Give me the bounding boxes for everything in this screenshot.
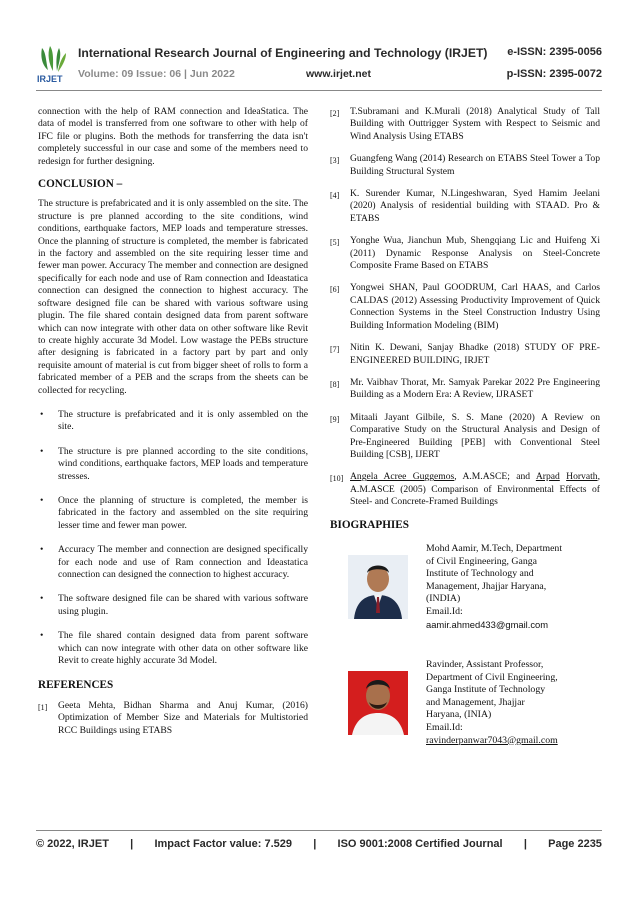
reference-text: Mr. Vaibhav Thorat, Mr. Samyak Parekar 2022 Pre Engineering Building as a Modern Era: A Review, IJRASET [350, 376, 600, 401]
bio-line: Management, Jhajjar Haryana, [426, 580, 547, 592]
references-heading: REFERENCES [38, 679, 114, 692]
email-link[interactable]: aamir.ahmed433@gmail.com [426, 618, 549, 630]
footer-page-number: Page 2235 [548, 838, 602, 850]
reference-text: Mitaali Jayant Gilbile, S. S. Mane (2020) A Review on Comparative Study on the Structural Analysis and Design of Pre-Engineered Building [PEB] with Conventional Steel Building [CSB], IJERT [350, 411, 600, 460]
bullet-text: The structure is pre planned according to the site conditions, wind conditions, earthquake factors, MEP loads and temperature stresses. [58, 445, 308, 482]
p-issn: p-ISSN: 2395-0072 [506, 68, 602, 80]
reference-number: [7] [330, 345, 340, 355]
email-link[interactable]: ravinderpanwar7043@gmail.com [426, 734, 558, 746]
list-item [38, 446, 308, 483]
reference-number: [1] [38, 702, 48, 712]
bio-line: Institute of Technology and [426, 568, 534, 580]
reference-text: Geeta Mehta, Bidhan Sharma and Anuj Kumar, (2016) Optimization of Member Size and Materials for Multistoried RCC Buildings using ETABS [58, 699, 308, 736]
reference-number: [2] [330, 109, 340, 118]
svg-text:IRJET: IRJET [37, 74, 63, 84]
reference-text-part: , A.M.ASCE; and [454, 471, 536, 483]
e-issn: e-ISSN: 2395-0056 [507, 46, 602, 58]
reference-number: [6] [330, 285, 340, 295]
bio-line: and Management, Jhajjar [426, 696, 525, 708]
reference-text [350, 471, 600, 508]
bullet-text: Once the planning of structure is completed, the member is fabricated in the factory and assembled on the site requiring lesser time and fewer man power. [58, 494, 308, 531]
bullet-text: The structure is prefabricated and it is only assembled on the site. [58, 408, 308, 433]
biography-1 [330, 539, 600, 647]
footer-impact-factor: Impact Factor value: 7.529 [154, 838, 292, 850]
list-item [38, 630, 308, 667]
author-link[interactable]: Arpad [535, 471, 560, 483]
bio-line: Ravinder, Assistant Professor, [426, 658, 544, 670]
reference-item [38, 700, 308, 737]
reference-number: [4] [330, 191, 340, 201]
reference-item [330, 412, 600, 462]
reference-item [330, 106, 600, 143]
volume-issue: Volume: 09 Issue: 06 | Jun 2022 [78, 68, 235, 80]
reference-number: [3] [330, 156, 340, 166]
author-photo [348, 555, 408, 619]
author-link[interactable]: Horvath [566, 471, 598, 483]
reference-item [330, 377, 600, 402]
bullet-icon: • [40, 630, 44, 642]
irjet-logo-icon [36, 44, 70, 84]
bio-line: Department of Civil Engineering, [426, 671, 558, 683]
reference-number: [5] [330, 238, 340, 248]
biography-2 [330, 655, 600, 763]
footer-separator: | [523, 838, 527, 850]
list-item [38, 593, 308, 618]
author-photo [348, 671, 408, 735]
reference-item [330, 235, 600, 272]
reference-text: T.Subramani and K.Murali (2018) Analytical Study of Tall Building with Outtrigger System with Respect to Seismic and Wind Analysis Using ETABS [350, 106, 600, 142]
reference-number: [10] [330, 474, 344, 484]
reference-number: [8] [330, 379, 340, 389]
bullet-text: Accuracy The member and connection are designed specifically for each node and use of Ram connection and Ideastatica connection can designed the connection to highest accuracy. [58, 544, 308, 580]
bullet-icon: • [40, 445, 44, 457]
bio-line: Mohd Aamir, M.Tech, Department [426, 542, 563, 554]
reference-item [330, 153, 600, 178]
footer-separator: | [130, 838, 134, 850]
bio-line: Ganga Institute of Technology [426, 684, 546, 696]
bullet-text: The file shared contain designed data from parent software which can now integrate with other data on other software like Revit to create highly accurate 3d Model. [58, 630, 308, 667]
biography-text [426, 543, 602, 631]
reference-text: Yonghe Wua, Jianchun Mub, Shengqiang Lic and Huifeng Xi (2011) Dynamic Response Analysis on Steel-Concrete Composite Frame Based on ETABS [350, 235, 600, 272]
list-item [38, 495, 308, 532]
reference-text: K. Surender Kumar, N.Lingeshwaran, Syed Hamim Jeelani (2020) Analysis of residential building with STAAD. Pro & ETABS [350, 188, 600, 224]
conclusion-bullet-list [38, 409, 308, 668]
right-column [330, 106, 600, 763]
footer-separator: | [313, 838, 317, 850]
bullet-text: The software designed file can be shared with various software using plugin. [58, 593, 308, 617]
biography-text [426, 659, 602, 747]
footer-divider [36, 830, 602, 831]
journal-title: International Research Journal of Engineering and Technology (IRJET) [78, 46, 488, 60]
reference-text: Yongwei SHAN, Paul GOODRUM, Carl HAAS, and Carlos CALDAS (2012) Assessing Productivity Improvement of Quick Connection Systems in the Steel Construction Industry Using Building Information Modeling (BIM) [350, 282, 600, 331]
reference-item [330, 471, 600, 508]
conclusion-heading: CONCLUSION – [38, 178, 123, 191]
website-link[interactable]: www.irjet.net [306, 68, 371, 80]
footer-iso: ISO 9001:2008 Certified Journal [337, 838, 503, 850]
reference-item [330, 282, 600, 332]
bio-line: (INDIA) [426, 593, 461, 605]
bullet-icon: • [40, 494, 44, 506]
reference-item [330, 188, 600, 225]
author-link[interactable]: Angela Acree Guggemos [350, 471, 455, 483]
intro-paragraph: connection with the help of RAM connection and IdeaStatica. The data of model is transferred from one software to other with help of IFC file or plugins. Both the methods for transferring the data isn't completely successful in our case and some of the members need to redesign for further designing. [38, 106, 308, 167]
bio-line: Haryana, (INIA) [426, 709, 492, 721]
bio-line: of Civil Engineering, Ganga [426, 555, 538, 567]
conclusion-paragraph: The structure is prefabricated and it is only assembled on the site. The structure is pre planned according to the site conditions, wind conditions, earthquake factors, MEP loads and temperature stresses. Once the planning of structure is completed, the member is fabricated in the factory and assembled on the site requiring lesser time and fewer man power. Accuracy The member and connection are designed specifically for each node and use of Ram connection and Ideastatica connection can designed the connection to highest accuracy. The software designed file can be shared with various software using plugin. The file shared contain designed data from parent software which can now integrate with other data on other software like Revit to create highly accurate 3d Model. Low wastage the PEBs structure after designing is fabricated in a factory part by part and only requisite amount of material is cut from bigger sheet of rolls to form a fabricated member of a PEB and the scraps from the sheets can be collected for recycling. [38, 198, 308, 396]
footer-copyright: © 2022, IRJET [36, 838, 109, 850]
header-divider [36, 90, 602, 91]
list-item [38, 409, 308, 434]
left-column [38, 106, 308, 747]
reference-item [330, 342, 600, 367]
reference-number: [9] [330, 414, 340, 424]
bullet-icon: • [40, 593, 44, 605]
bullet-icon: • [40, 408, 44, 420]
page-header [36, 44, 602, 86]
reference-text: Guangfeng Wang (2014) Research on ETABS Steel Tower a Top Building Structural System [350, 153, 600, 177]
bio-line: Email.Id: [426, 605, 463, 617]
bullet-icon: • [40, 544, 44, 556]
reference-text: Nitin K. Dewani, Sanjay Bhadke (2018) STUDY OF PRE-ENGINEERED BUILDING, IRJET [350, 342, 600, 366]
biographies-heading: BIOGRAPHIES [330, 518, 409, 531]
reference-text-part: , A.M.ASCE (2005) Comparison of Environmental Effects of Steel- and Concrete-Framed Buildings [350, 471, 600, 508]
list-item [38, 544, 308, 581]
page-footer [36, 838, 602, 850]
bio-line: Email.Id: [426, 721, 463, 733]
